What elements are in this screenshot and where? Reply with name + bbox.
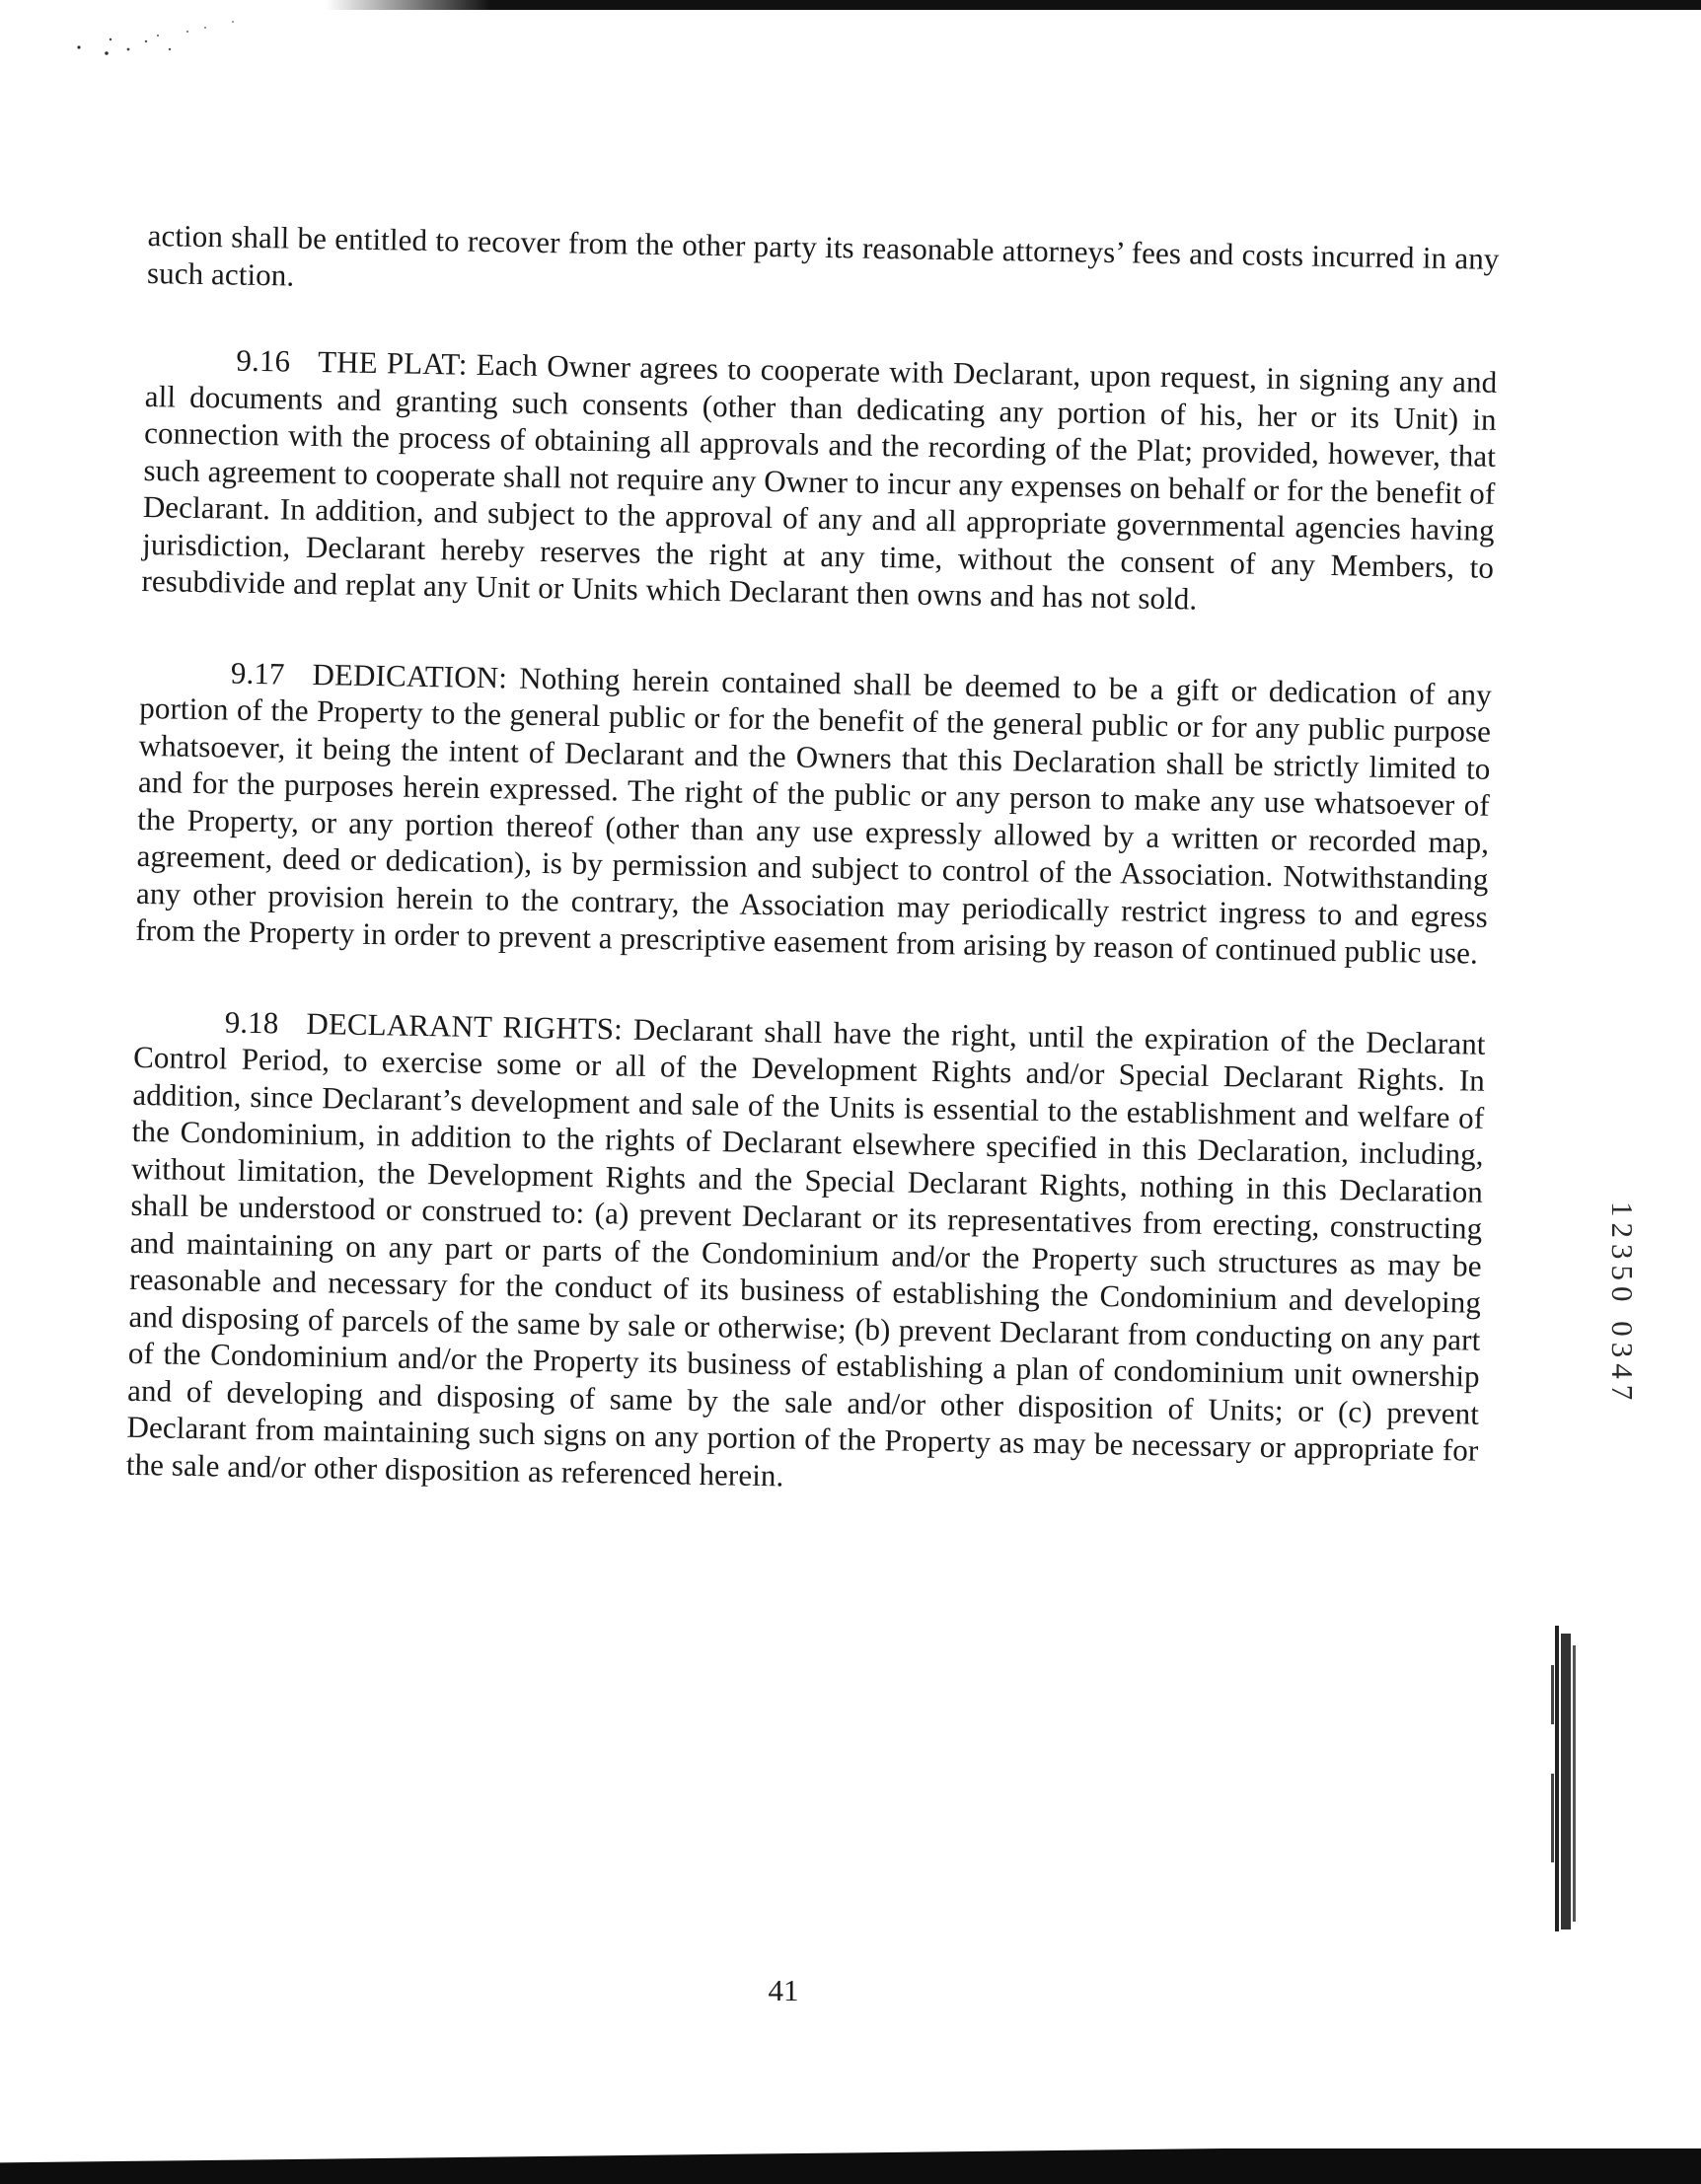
section-text: Declarant shall have the right, until the expiration of the Declarant Control Period, to exercise some or all of the Development Rights and/or Special Declarant Rights. In addition, since Declarant’s development and sale of the Units is essential to the establishment and welfare of the Condominium, in addition to the rights of Declarant elsewhere specified in this Declaration, including, without limitation, the Development Rights and the Special Declarant Rights, nothing in this Declaration shall be understood or construed to: (a) prevent Declarant or its representatives from erecting, constructing and maintaining on any part or parts of the Condominium and/or the Property such structures as may be reasonable and necessary for the conduct of its business of establishing the Condominium and developing and disposing of parcels of the same by sale or otherwise; (b) prevent Declarant from conducting on any part of the Condominium and/or the Property its business of establishing a plan of condominium unit ownership and of developing and disposing of same by the sale and/or other disposition of Units; or (c) prevent Declarant from maintaining such signs on any portion of the Property as may be necessary or appropriate for the sale and/or other disposition as referenced herein. bbox=[125, 1011, 1486, 1492]
section-heading: DECLARANT RIGHTS: bbox=[306, 1005, 624, 1047]
section-text: Each Owner agrees to cooperate with Declarant, upon request, in signing any and all documents and granting such consents (other than dedicating any portion of his, her or its Unit) in connection with the process of obtaining all approvals and the recording of the Plat; provided, however, that such agreement to cooperate shall not require any Owner to incur any expenses on behalf or for the benefit of Declarant. In addition, and subject to the approval of any and all appropriate governmental agencies having jurisdiction, Declarant hereby reserves the right at any time, without the consent of any Members, to resubdivide and replat any Unit or Units which Declarant then owns and has not sold. bbox=[141, 346, 1498, 617]
scan-speckles bbox=[59, 10, 266, 69]
scan-bottom-edge bbox=[0, 2145, 1701, 2184]
recorder-stamp-mark bbox=[1547, 1626, 1581, 1931]
section-number: 9.18 bbox=[224, 1003, 279, 1040]
section-9-16 bbox=[141, 340, 1497, 622]
page-number-text: 41 bbox=[768, 1973, 799, 2007]
recording-number: 12350 0347 bbox=[1605, 1201, 1640, 1407]
section-text: Nothing herein contained shall be deemed to be a gift or dedication of any portion of the Property to the general public or for the benefit of the general public or for any public purpose whatsoever, it being the intent of Declarant and the Owners that this Declaration shall be strictly limited to and for the purposes herein expressed. The right of the public or any person to make any use whatsoever of the Property, or any portion thereof (other than any use expressly allowed by a written or recorded map, agreement, deed or dedication), is by permission and subject to control of the Association. Notwithstanding any other provision herein to the contrary, the Association may periodically restrict ingress to and egress from the Property in order to prevent a prescriptive easement from arising by reason of continued public use. bbox=[135, 660, 1493, 971]
page-number bbox=[0, 1973, 1701, 2008]
section-9-17 bbox=[135, 652, 1492, 972]
section-heading: DEDICATION: bbox=[312, 656, 508, 694]
section-heading: THE PLAT: bbox=[317, 344, 468, 382]
scan-top-edge bbox=[0, 0, 1701, 10]
section-number: 9.16 bbox=[236, 342, 291, 379]
continuation-paragraph: action shall be entitled to recover from the other party its reasonable attorneys’ fees and costs incurred in any such action. bbox=[146, 217, 1500, 293]
document-body bbox=[125, 217, 1500, 1560]
section-9-18 bbox=[126, 1001, 1486, 1505]
section-number: 9.17 bbox=[230, 655, 285, 691]
